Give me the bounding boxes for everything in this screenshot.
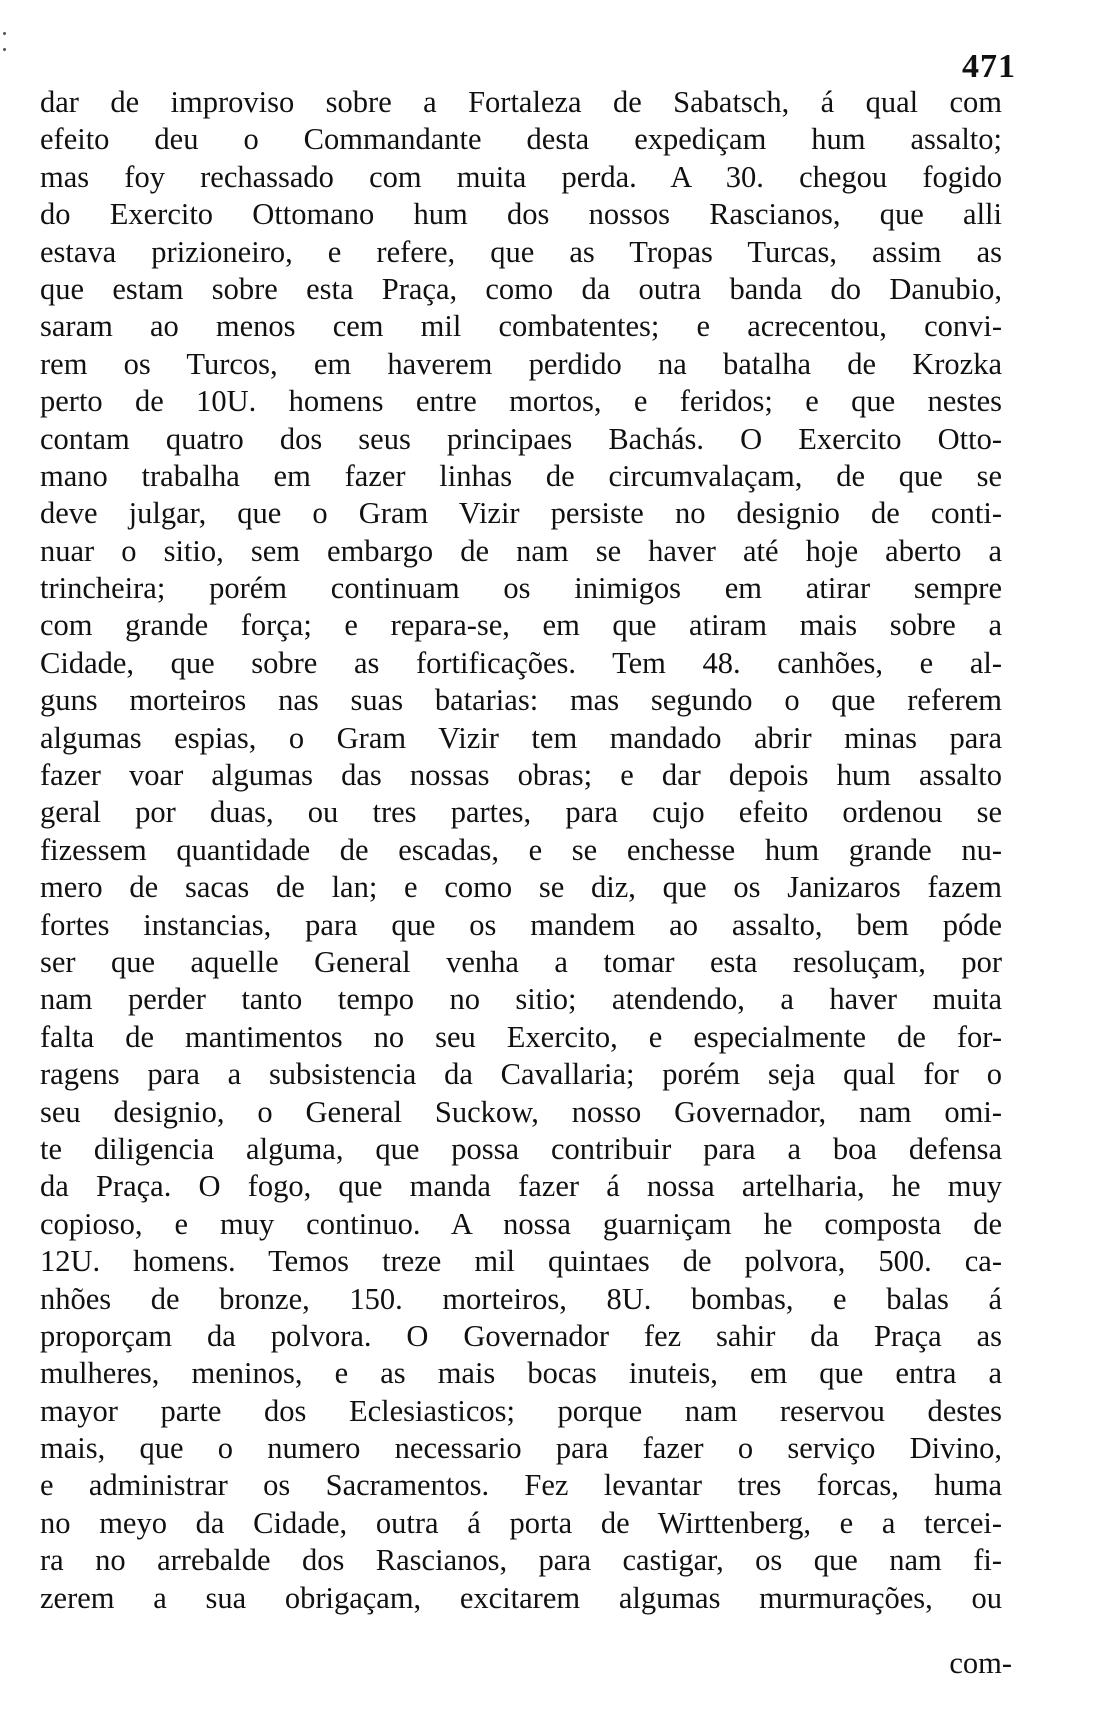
text-line: efeito deu o Commandante desta expediçam hum assalto;: [40, 122, 1002, 157]
text-line: dar de improviso sobre a Fortaleza de Sabatsch, á qual com: [40, 85, 1002, 119]
text-line: 12U. homens. Temos treze mil quintaes de polvora, 500. ca-: [40, 1244, 1002, 1279]
text-line: falta de mantimentos no seu Exercito, e especialmente de for-: [40, 1019, 1002, 1054]
page-number: 471: [962, 48, 1016, 85]
text-line: fortes instancias, para que os mandem ao assalto, bem póde: [40, 907, 1002, 942]
text-line: te diligencia alguma, que possa contribuir para a boa defensa: [40, 1131, 1002, 1166]
text-line: copioso, e muy continuo. A nossa guarniçam he composta de: [40, 1206, 1002, 1241]
text-line: guns morteiros nas suas batarias: mas segundo o que referem: [40, 683, 1002, 718]
text-line: rem os Turcos, em haverem perdido na batalha de Krozka: [40, 346, 1002, 381]
text-line: mais, que o numero necessario para fazer o serviço Divino,: [40, 1431, 1002, 1466]
text-line: ser que aquelle General venha a tomar esta resoluçam, por: [40, 944, 1002, 979]
edge-speck: [3, 32, 6, 35]
text-line: do Exercito Ottomano hum dos nossos Rascianos, que alli: [40, 197, 1002, 232]
text-line: saram ao menos cem mil combatentes; e acrecentou, convi-: [40, 309, 1002, 344]
text-line: estava prizioneiro, e refere, que as Tropas Turcas, assim as: [40, 234, 1002, 269]
text-line: ra no arrebalde dos Rascianos, para castigar, os que nam fi-: [40, 1543, 1002, 1578]
catchword: com-: [949, 1646, 1012, 1680]
text-line: nuar o sitio, sem embargo de nam se haver até hoje aberto a: [40, 533, 1002, 568]
text-line: mulheres, meninos, e as mais bocas inuteis, em que entra a: [40, 1356, 1002, 1391]
text-line: perto de 10U. homens entre mortos, e feridos; e que nestes: [40, 384, 1002, 419]
text-line: mano trabalha em fazer linhas de circumvalaçam, de que se: [40, 458, 1002, 493]
edge-speck: [3, 48, 6, 51]
text-line: fizessem quantidade de escadas, e se enchesse hum grande nu-: [40, 832, 1002, 867]
text-line: ragens para a subsistencia da Cavallaria; porém seja qual for o: [40, 1057, 1002, 1092]
text-line: proporçam da polvora. O Governador fez sahir da Praça as: [40, 1318, 1002, 1353]
text-line: contam quatro dos seus principaes Bachás. O Exercito Otto-: [40, 421, 1002, 456]
text-line: trincheira; porém continuam os inimigos em atirar sempre: [40, 571, 1002, 606]
text-line: Cidade, que sobre as fortificações. Tem 48. canhões, e al-: [40, 645, 1002, 680]
text-line: mayor parte dos Eclesiasticos; porque nam reservou destes: [40, 1393, 1002, 1428]
text-line: fazer voar algumas das nossas obras; e dar depois hum assalto: [40, 758, 1002, 793]
text-line: seu designio, o General Suckow, nosso Governador, nam omi-: [40, 1094, 1002, 1129]
text-line: mas foy rechassado com muita perda. A 30. chegou fogido: [40, 159, 1002, 194]
text-line: que estam sobre esta Praça, como da outra banda do Danubio,: [40, 271, 1002, 306]
text-line: deve julgar, que o Gram Vizir persiste no designio de conti-: [40, 496, 1002, 531]
text-line: e administrar os Sacramentos. Fez levantar tres forcas, huma: [40, 1468, 1002, 1503]
body-text: [40, 84, 1002, 1617]
text-line: geral por duas, ou tres partes, para cujo efeito ordenou se: [40, 795, 1002, 830]
text-line: no meyo da Cidade, outra á porta de Wirttenberg, e a tercei-: [40, 1505, 1002, 1540]
text-line: nam perder tanto tempo no sitio; atendendo, a haver muita: [40, 982, 1002, 1017]
text-line: da Praça. O fogo, que manda fazer á nossa artelharia, he muy: [40, 1169, 1002, 1204]
text-line: mero de sacas de lan; e como se diz, que os Janizaros fazem: [40, 870, 1002, 905]
text-line: com grande força; e repara-se, em que atiram mais sobre a: [40, 608, 1002, 643]
text-line: nhões de bronze, 150. morteiros, 8U. bombas, e balas á: [40, 1281, 1002, 1316]
text-line: algumas espias, o Gram Vizir tem mandado abrir minas para: [40, 720, 1002, 755]
text-line: zerem a sua obrigaçam, excitarem algumas murmurações, ou: [40, 1580, 1002, 1615]
